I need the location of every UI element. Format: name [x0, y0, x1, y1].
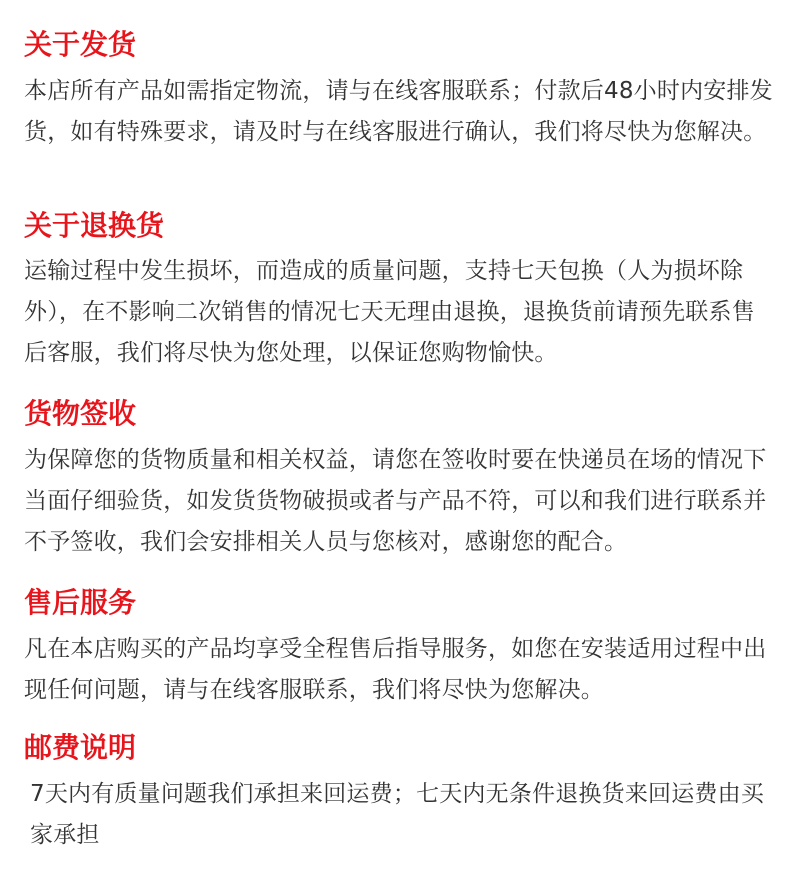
section-body-returns: 运输过程中发生损坏，而造成的质量问题，支持七天包换（人为损坏除外），在不影响二次销售的情况七天无理由退换，退换货前请预先联系售后客服，我们将尽快为您处理，以保证您购物愉快。 — [24, 258, 755, 366]
section-body-shipping: 本店所有产品如需指定物流，请与在线客服联系；付款后48小时内安排发货，如有特殊要求，请及时与在线客服进行确认，我们将尽快为您解决。 — [24, 78, 773, 145]
section-title-returns: 关于退换货 — [24, 209, 165, 242]
section-title-after-sales: 售后服务 — [24, 586, 137, 619]
section-title-postage: 邮费说明 — [24, 731, 137, 764]
section-title-shipping: 关于发货 — [24, 28, 137, 61]
section-body-receipt: 为保障您的货物质量和相关权益，请您在签收时要在快递员在场的情况下当面仔细验货，如发货货物破损或者与产品不符，可以和我们进行联系并不予签收，我们会安排相关人员与您核对，感谢您的配合。 — [24, 447, 767, 555]
section-title-receipt: 货物签收 — [24, 397, 137, 430]
section-body-postage: 7天内有质量问题我们承担来回运费；七天内无条件退换货来回运费由买家承担 — [30, 781, 765, 848]
section-body-after-sales: 凡在本店购买的产品均享受全程售后指导服务，如您在安装适用过程中出现任何问题，请与在线客服联系，我们将尽快为您解决。 — [24, 636, 767, 703]
